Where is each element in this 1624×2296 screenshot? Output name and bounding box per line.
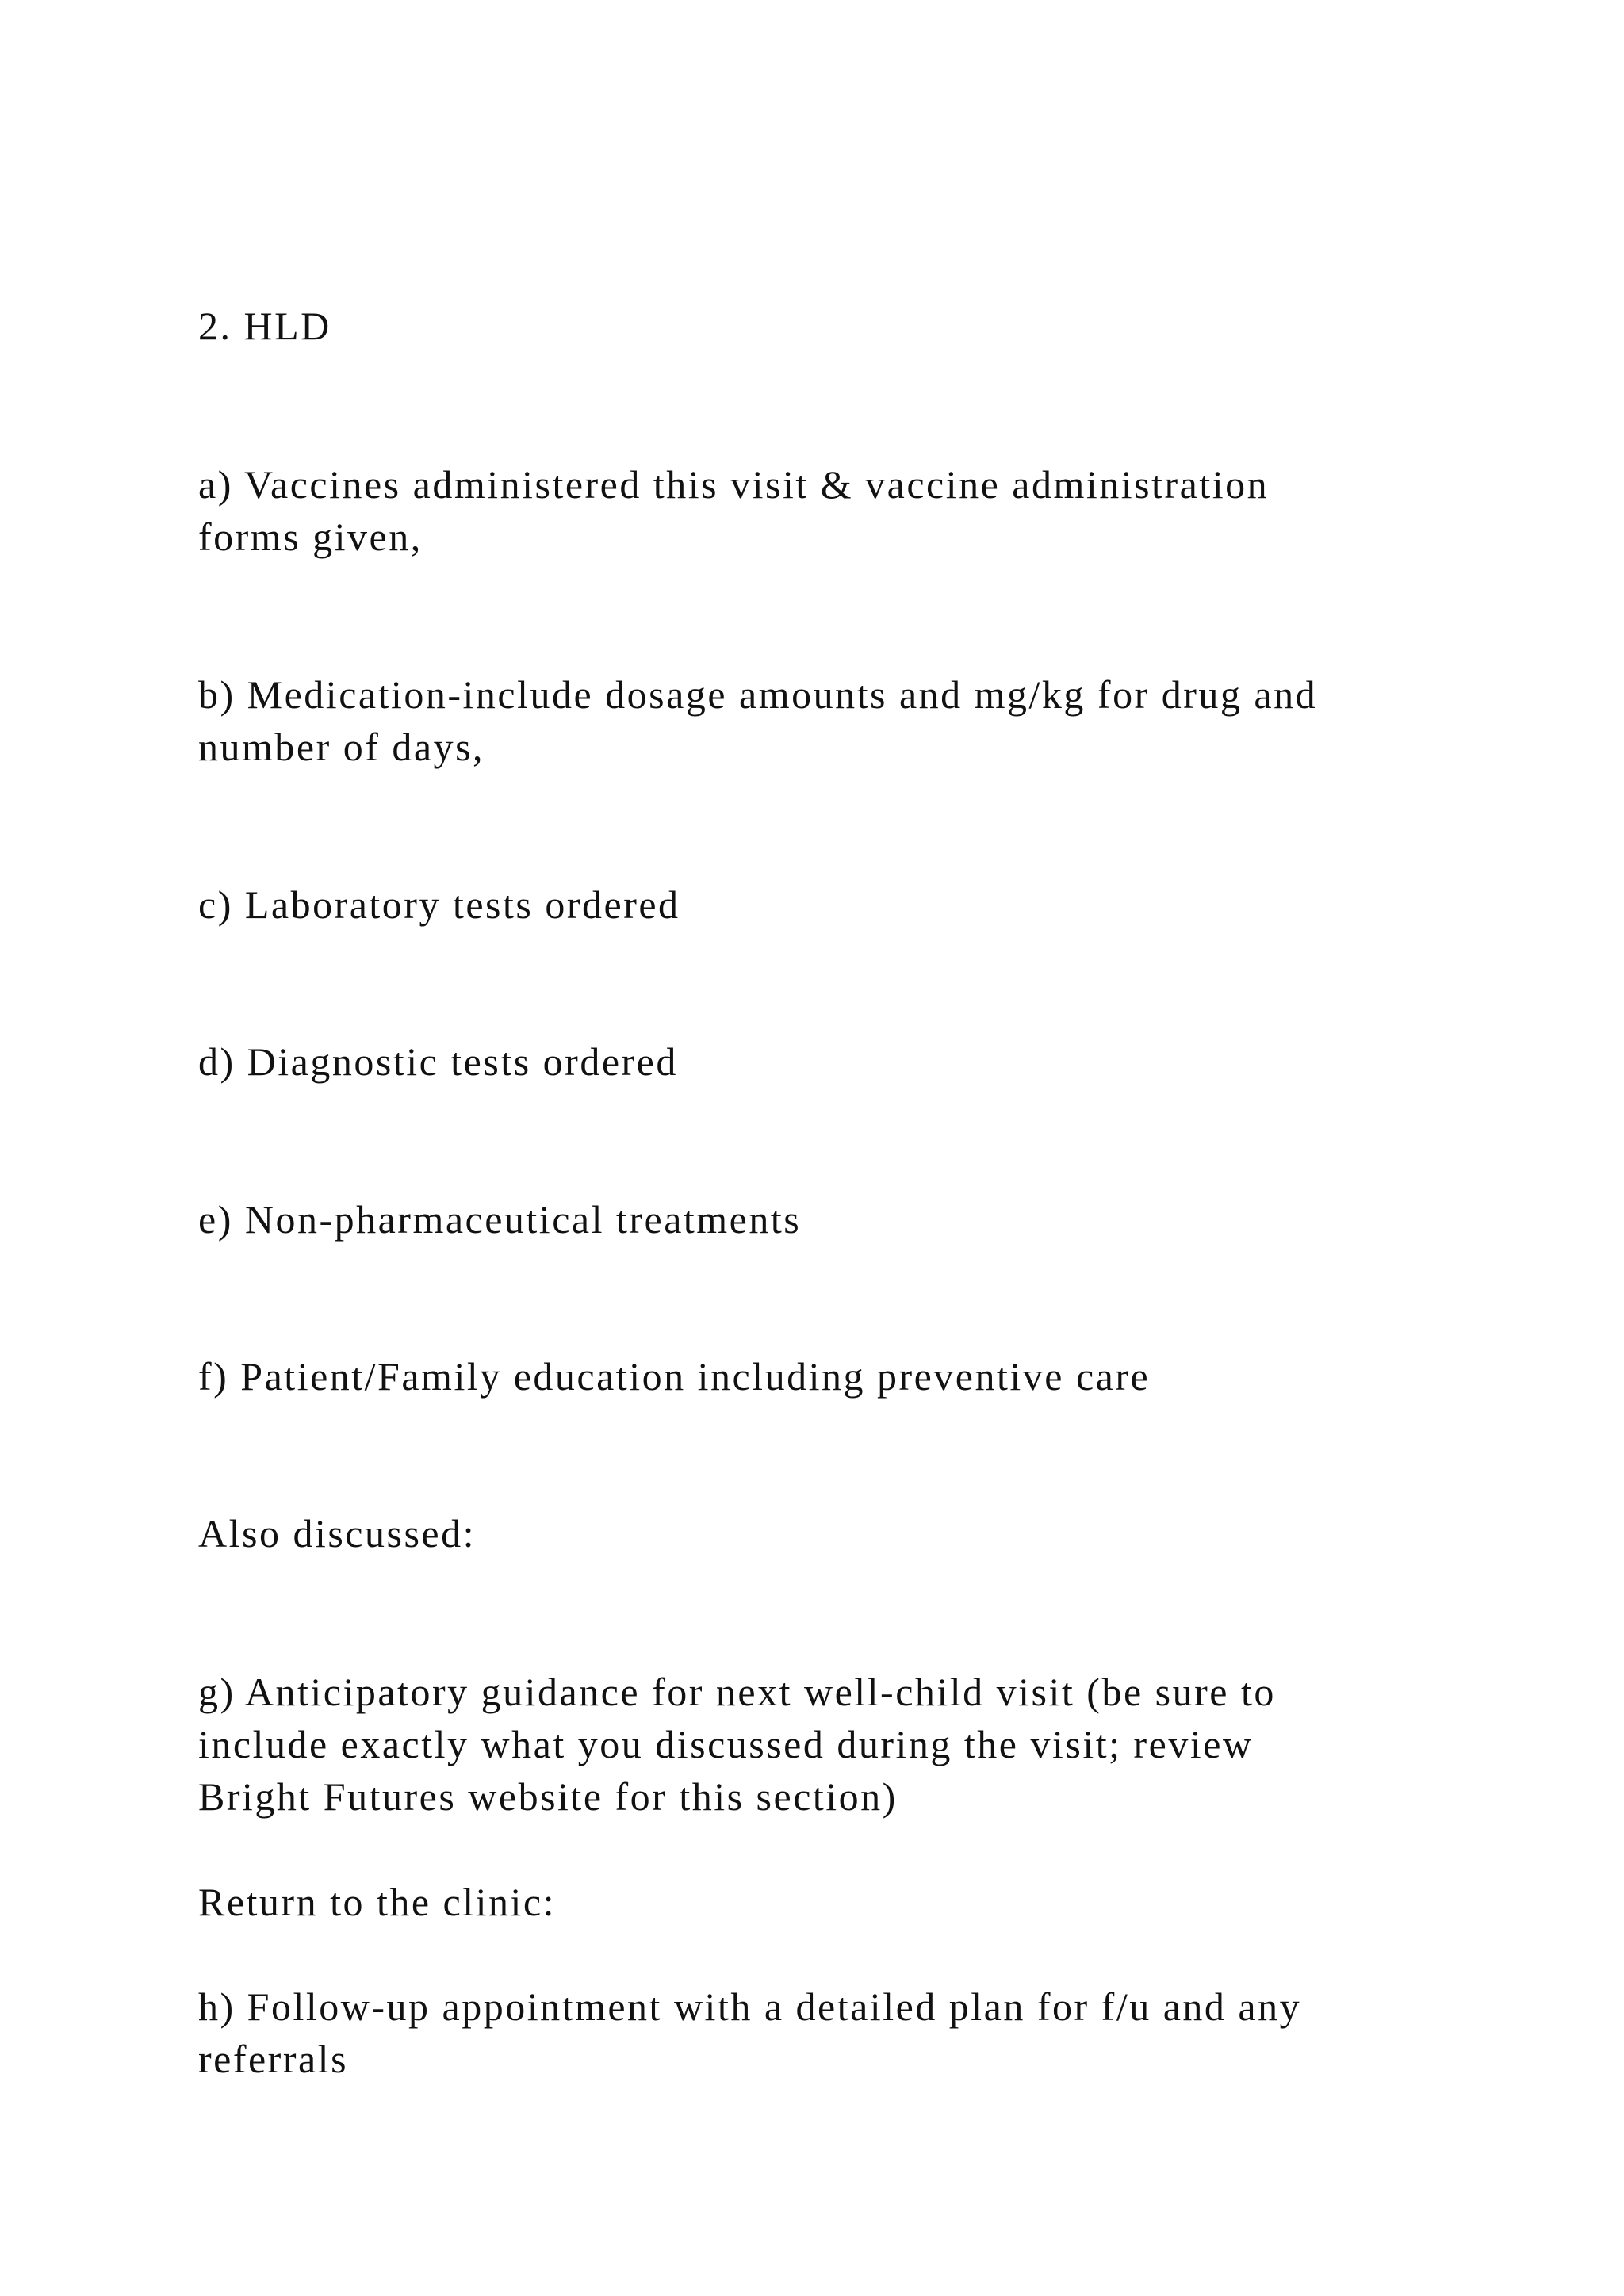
- return-to-clinic-label: Return to the clinic:: [198, 1880, 557, 1924]
- item-e: e) Non-pharmaceutical treatments: [198, 1197, 802, 1242]
- item-g-line-2: include exactly what you discussed during the visit; review: [198, 1722, 1254, 1766]
- item-h-line-2: referrals: [198, 2037, 349, 2081]
- item-b-line-1: b) Medication-include dosage amounts and mg/kg for drug and: [198, 672, 1318, 717]
- also-discussed-label: Also discussed:: [198, 1511, 476, 1556]
- item-b-line-2: number of days,: [198, 725, 485, 769]
- item-a-line-1: a) Vaccines administered this visit & vaccine administration: [198, 462, 1270, 507]
- item-a-line-2: forms given,: [198, 515, 423, 559]
- item-h-line-1: h) Follow-up appointment with a detailed plan for f/u and any: [198, 1984, 1302, 2029]
- item-g-line-3: Bright Futures website for this section): [198, 1774, 898, 1819]
- item-d: d) Diagnostic tests ordered: [198, 1039, 678, 1084]
- item-c: c) Laboratory tests ordered: [198, 882, 680, 927]
- section-heading: 2. HLD: [198, 304, 331, 348]
- item-g-line-1: g) Anticipatory guidance for next well-child visit (be sure to: [198, 1670, 1276, 1714]
- item-f: f) Patient/Family education including preventive care: [198, 1354, 1151, 1399]
